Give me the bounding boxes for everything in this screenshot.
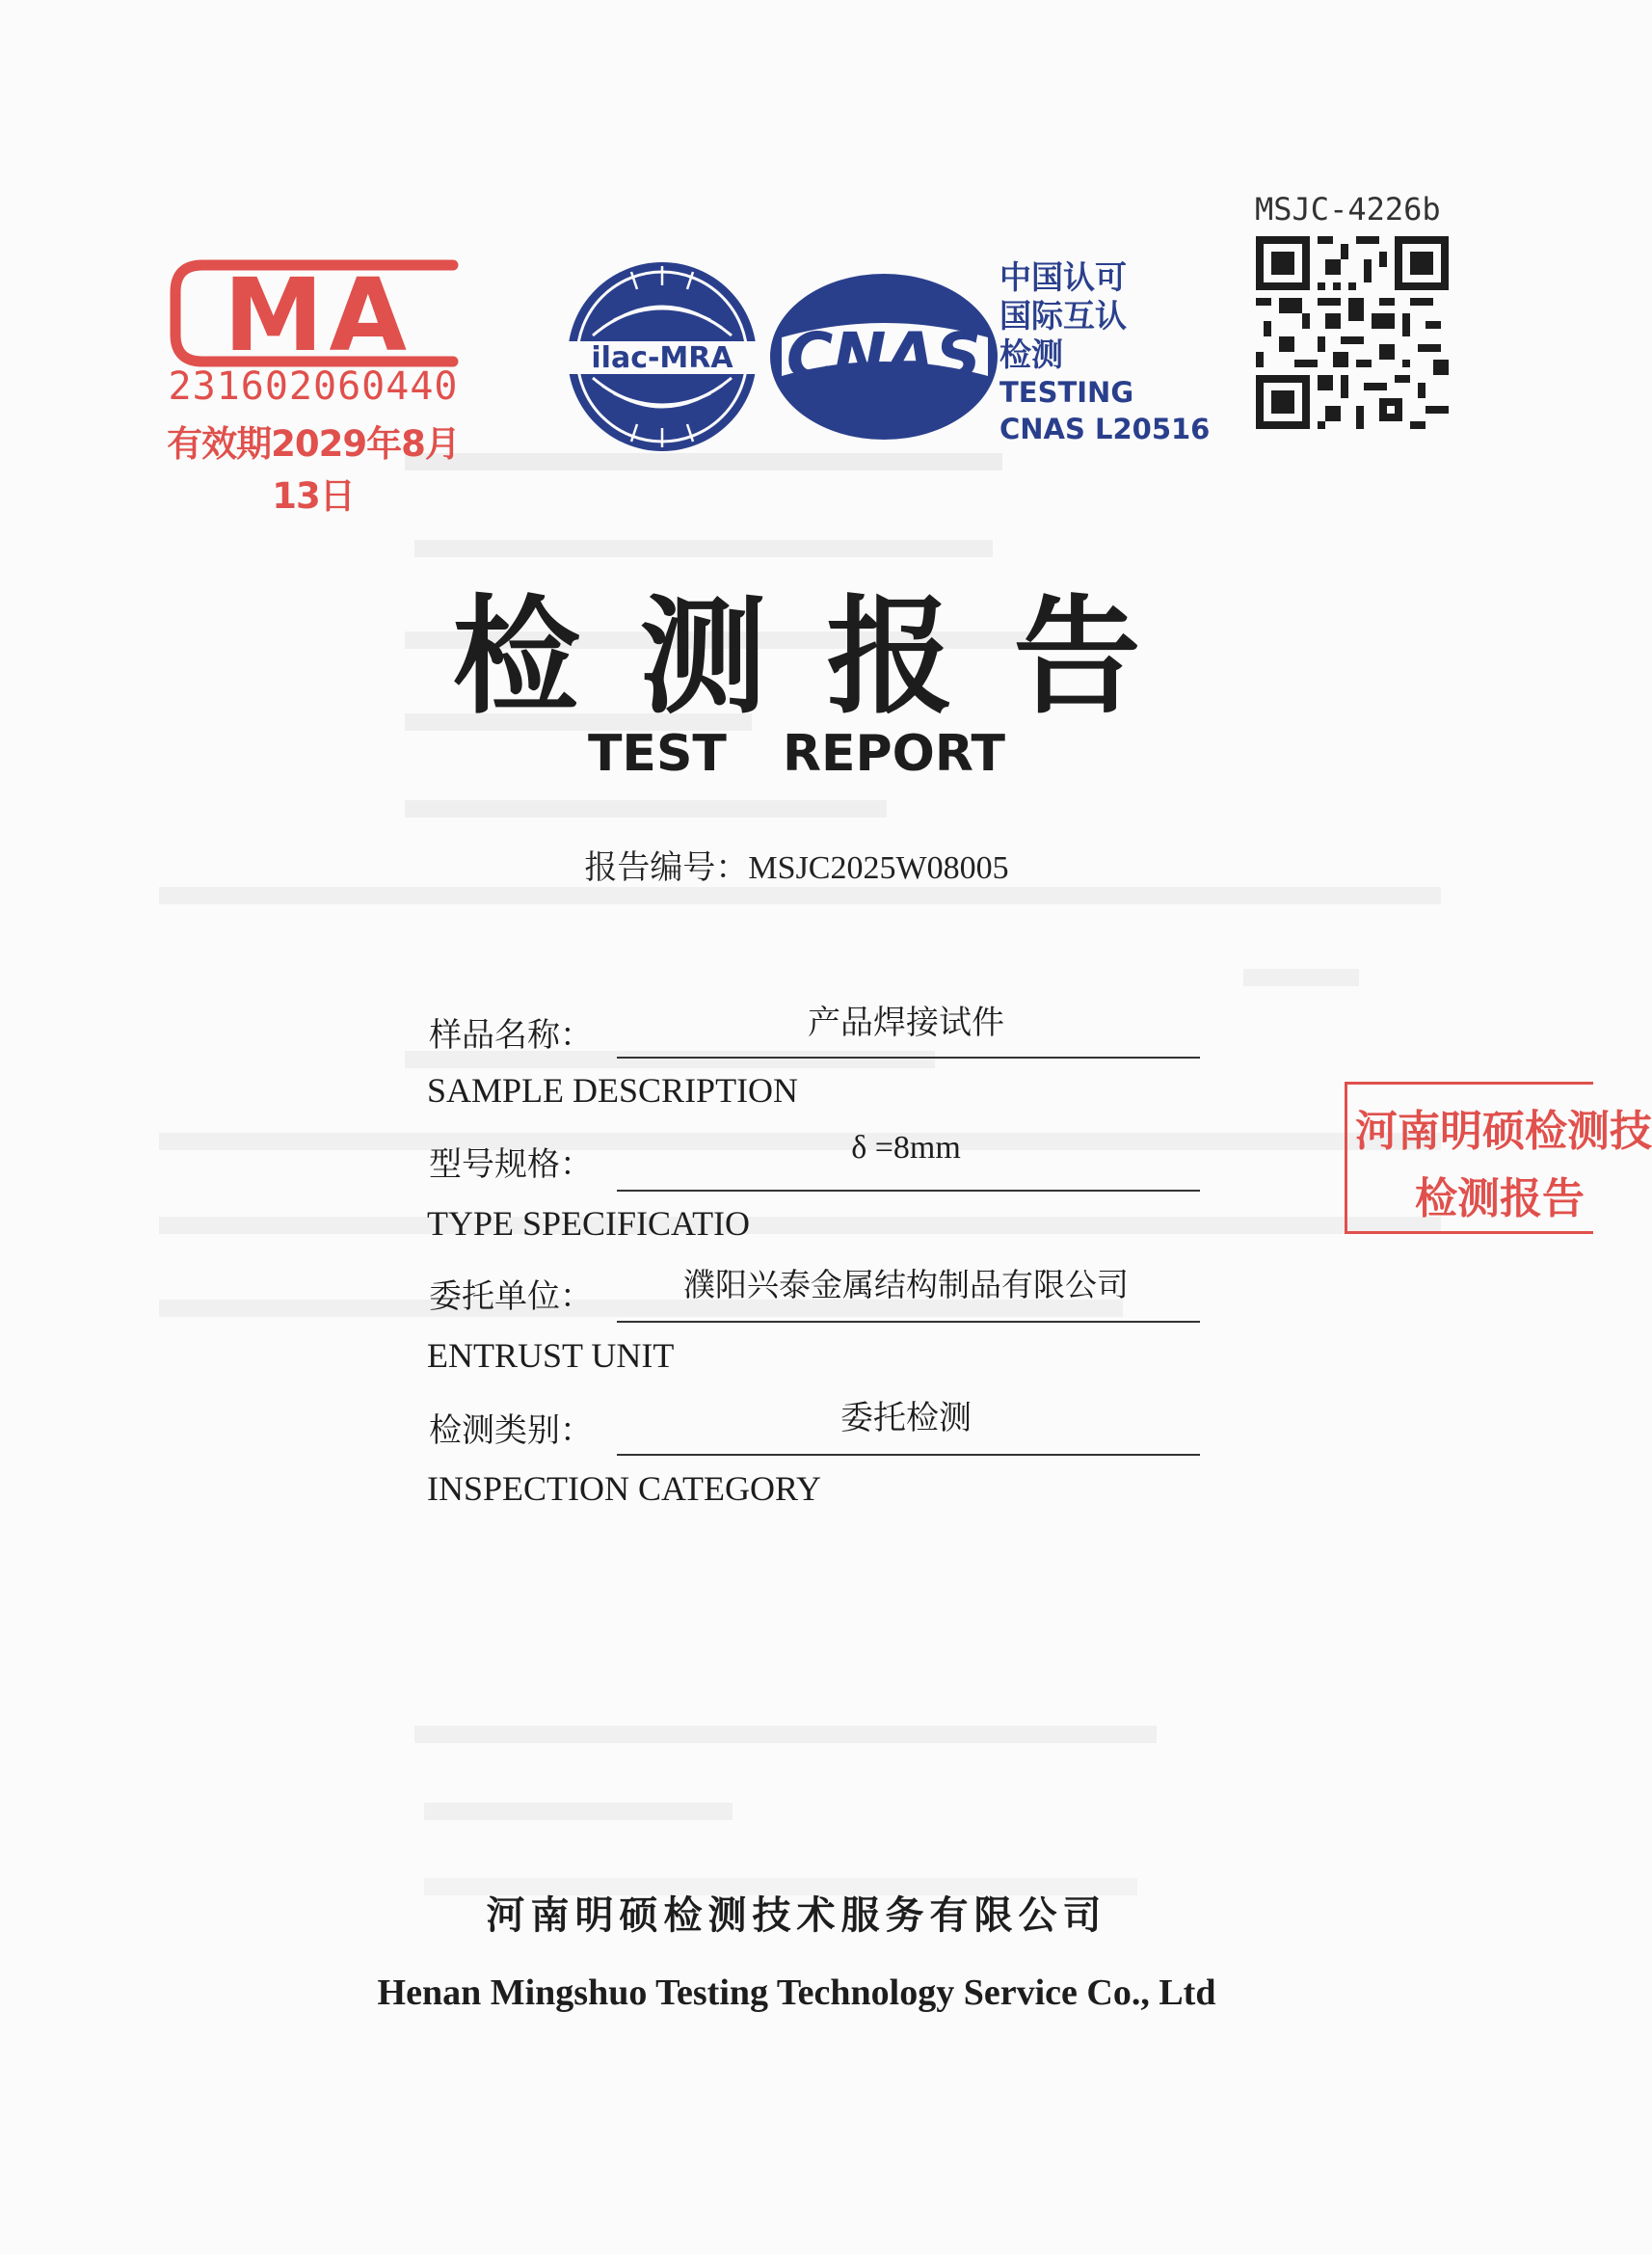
side-stamp [1345, 1082, 1652, 1234]
entrust-unit-value: 濮阳兴泰金属结构制品有限公司 [683, 1266, 1129, 1303]
qr-code-icon [1256, 236, 1449, 429]
cnas-line-1: 中国认可 [999, 258, 1127, 296]
inspection-category-label-cn: 检测类别： [429, 1411, 593, 1450]
svg-text:CNAS: CNAS [786, 319, 982, 393]
cma-validity: 有效期2029年8月13日 [167, 423, 460, 517]
report-title-en: TEST REPORT [587, 725, 1006, 783]
cnas-line-4: TESTING [999, 376, 1134, 409]
cnas-line-3: 检测 [999, 335, 1063, 373]
cnas-logo-icon [766, 270, 1002, 443]
sample-description-label-cn: 样品名称： [429, 1016, 593, 1055]
sample-description-value: 产品焊接试件 [808, 1004, 1004, 1042]
company-name-en: Henan Mingshuo Testing Technology Service Co., Ltd [377, 1972, 1216, 2013]
inspection-category-underline [617, 1454, 1200, 1456]
type-specification-label-cn: 型号规格： [429, 1145, 593, 1184]
report-title-cn: 检测报告 [452, 582, 1201, 732]
cma-number: 231602060440 [168, 364, 459, 409]
inspection-category-value: 委托检测 [840, 1399, 972, 1437]
type-specification-value: δ =8mm [851, 1130, 961, 1166]
cnas-accreditation-text [999, 258, 1210, 447]
report-number [0, 841, 1593, 888]
cnas-line-5: CNAS L20516 [999, 413, 1211, 445]
side-stamp-line-2: 检测报告 [1415, 1174, 1585, 1223]
qr-code-label: MSJC-4226b [1255, 191, 1441, 228]
entrust-unit-underline [617, 1321, 1200, 1323]
report-number-value: MSJC2025W08005 [748, 850, 1009, 886]
side-stamp-line-1: 河南明硕检测技 [1355, 1107, 1652, 1156]
ilac-mra-logo-icon [564, 258, 761, 456]
svg-text:MA: MA [224, 256, 413, 374]
type-specification-label-en: TYPE SPECIFICATIO [427, 1204, 751, 1243]
sample-description-label-en: SAMPLE DESCRIPTION [427, 1071, 799, 1110]
cnas-line-2: 国际互认 [999, 297, 1127, 335]
inspection-category-label-en: INSPECTION CATEGORY [427, 1469, 822, 1508]
entrust-unit-label-en: ENTRUST UNIT [427, 1336, 675, 1375]
svg-text:ilac-MRA: ilac-MRA [591, 341, 733, 375]
type-specification-underline [617, 1190, 1200, 1192]
company-name-cn: 河南明硕检测技术服务有限公司 [486, 1893, 1107, 1938]
entrust-unit-label-cn: 委托单位： [429, 1277, 593, 1316]
report-number-label: 报告编号： [584, 848, 749, 887]
sample-description-underline [617, 1057, 1200, 1059]
